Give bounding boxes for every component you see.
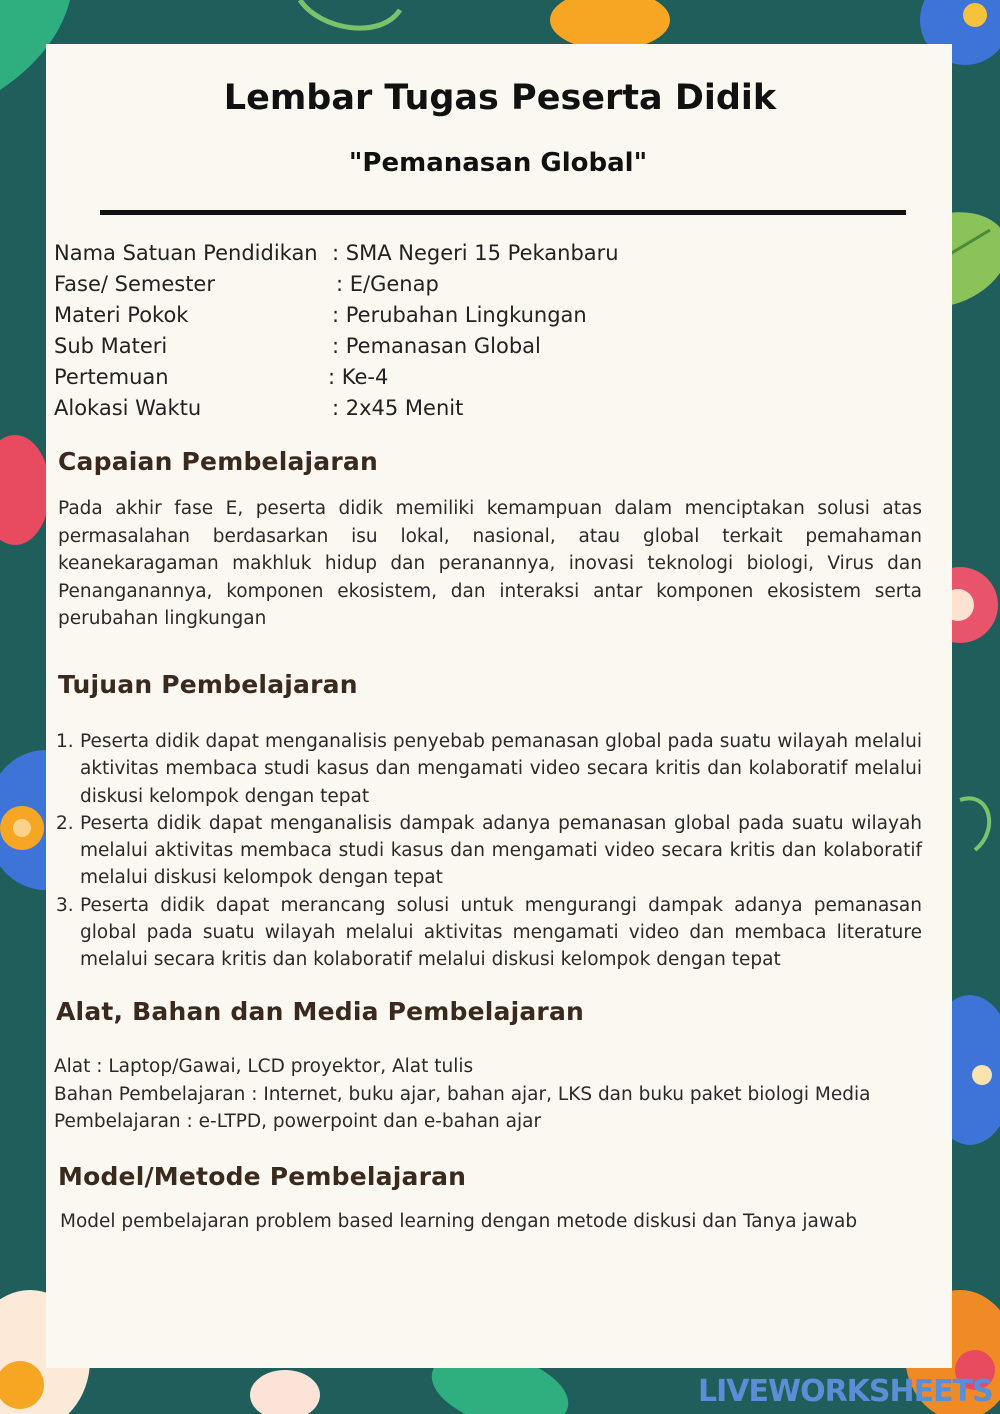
info-row <box>54 300 619 331</box>
media-line: Pembelajaran : e-LTPD, powerpoint dan e-bahan ajar <box>54 1111 542 1132</box>
info-value: : SMA Negeri 15 Pekanbaru <box>332 241 619 265</box>
list-item-text: Peserta didik dapat menganalisis penyebab pemanasan global pada suatu wilayah melalui aktivitas membaca studi kasus dan mengamati video secara kritis dan kolaboratif melalui diskusi kelompok dengan tepat <box>80 731 922 807</box>
list-item-text: Peserta didik dapat merancang solusi untuk mengurangi dampak adanya pemanasan global pada suatu wilayah melalui aktivitas mengamati video dan membaca literature melalui secara kritis dan kolaboratif melalui diskusi kelompok dengan tepat <box>80 894 922 971</box>
list-item <box>56 892 922 974</box>
bahan-line: Bahan Pembelajaran : Internet, buku ajar, bahan ajar, LKS dan buku paket biologi Media <box>54 1083 871 1105</box>
list-number: 1. <box>56 731 74 752</box>
list-item <box>56 810 922 892</box>
info-row <box>54 238 619 269</box>
info-label: Materi Pokok <box>54 303 189 327</box>
list-item-text: Peserta didik dapat menganalisis dampak adanya pemanasan global pada suatu wilayah melalui aktivitas membaca studi kasus dan mengamati video secara kritis dan kolaboratif melalui diskusi kelompok dengan tepat <box>80 812 922 889</box>
info-label: Nama Satuan Pendidikan <box>54 241 318 265</box>
info-value: : Perubahan Lingkungan <box>332 303 587 327</box>
alat-text <box>54 1053 934 1136</box>
info-row <box>54 331 619 362</box>
info-label: Pertemuan <box>54 365 169 389</box>
section-heading-tujuan: Tujuan Pembelajaran <box>58 670 358 699</box>
section-heading-alat: Alat, Bahan dan Media Pembelajaran <box>56 997 585 1026</box>
page-title: Lembar Tugas Peserta Didik <box>223 78 777 118</box>
list-number: 3. <box>56 894 74 916</box>
flower-icon <box>550 0 670 50</box>
section-heading-capaian: Capaian Pembelajaran <box>58 447 378 476</box>
divider <box>100 210 906 215</box>
model-text: Model pembelajaran problem based learning dengan metode diskusi dan Tanya jawab <box>60 1211 858 1232</box>
section-heading-model: Model/Metode Pembelajaran <box>58 1162 467 1191</box>
flower-icon <box>0 435 50 545</box>
vine-icon <box>300 0 400 28</box>
capaian-text: Pada akhir fase E, peserta didik memiliki kemampuan dalam menciptakan solusi atas permasalahan berdasarkan isu lokal, nasional, atau global terkait pemahaman keanekaragaman makhluk hidup dan peranannya, inovasi teknologi biologi, Virus dan Penanganannya, komponen ekosistem, dan interaksi antar komponen ekosistem serta perubahan lingkungan <box>58 498 922 629</box>
info-label: Fase/ Semester <box>54 272 215 296</box>
info-value: : Pemanasan Global <box>332 334 541 358</box>
info-row <box>54 269 619 300</box>
goals-list <box>56 728 922 974</box>
alat-line: Alat : Laptop/Gawai, LCD proyektor, Alat tulis <box>54 1056 474 1077</box>
page-subtitle: "Pemanasan Global" <box>348 148 648 178</box>
info-label: Alokasi Waktu <box>54 396 202 420</box>
list-item <box>56 728 922 810</box>
info-row <box>54 393 619 424</box>
info-row <box>54 362 619 393</box>
watermark: LIVEWORKSHEETS <box>698 1374 993 1409</box>
info-label: Sub Materi <box>54 334 168 358</box>
info-value: : Ke-4 <box>328 365 389 389</box>
info-value: : 2x45 Menit <box>332 396 464 420</box>
info-value: : E/Genap <box>336 272 439 296</box>
list-number: 2. <box>56 812 74 834</box>
identity-table <box>54 238 619 424</box>
